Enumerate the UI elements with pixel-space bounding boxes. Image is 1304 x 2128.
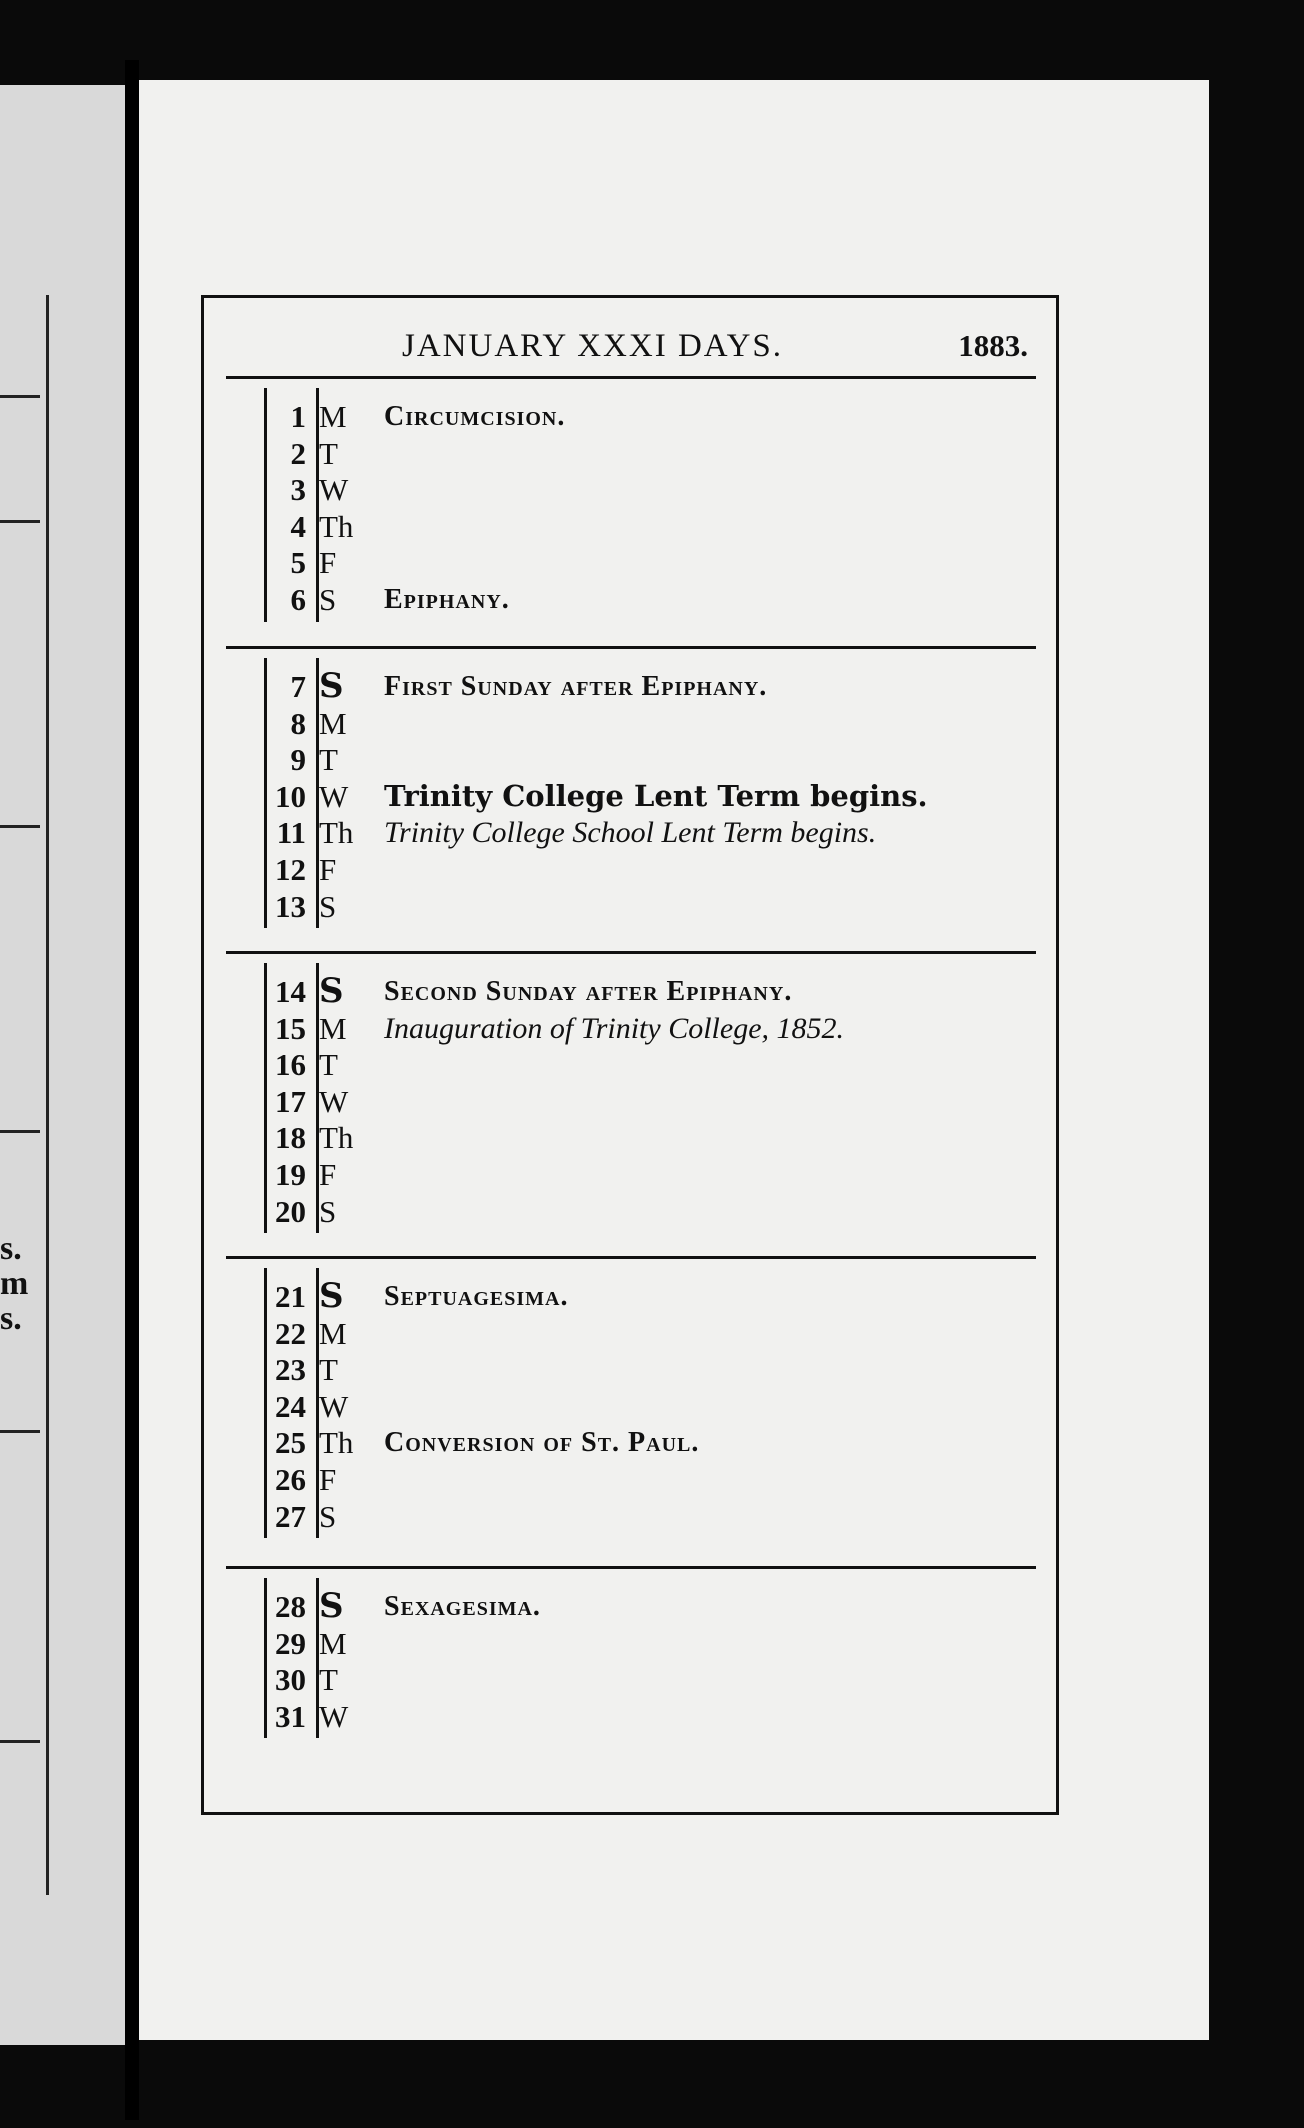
weekday-letter: W xyxy=(319,1388,349,1424)
left-page-fragment: s. xyxy=(0,1300,22,1337)
day-row xyxy=(204,1698,1056,1735)
day-number: 10 xyxy=(275,778,306,814)
sunday-letter: S xyxy=(319,1586,344,1626)
day-number: 4 xyxy=(290,508,306,544)
day-row xyxy=(204,1351,1056,1388)
day-number: 22 xyxy=(275,1315,306,1351)
day-number: 14 xyxy=(275,974,306,1009)
page-title: JANUARY XXXI DAYS. xyxy=(402,328,784,364)
event-text: Circumcision. xyxy=(384,401,566,432)
event-text: Trinity College School Lent Term begins. xyxy=(384,816,877,850)
weekday-letter: Th xyxy=(319,1120,354,1156)
weekday-letter: S xyxy=(319,582,337,617)
day-row xyxy=(204,668,1056,705)
weekday-letter: F xyxy=(319,545,337,581)
weekday-letter: Th xyxy=(319,1425,354,1461)
day-number: 28 xyxy=(275,1589,306,1624)
weekday-letter: S xyxy=(319,1193,337,1229)
left-page-edge xyxy=(0,85,125,2045)
weekday-letter: S xyxy=(319,1498,337,1534)
day-number: 13 xyxy=(275,888,306,924)
day-row xyxy=(204,778,1056,815)
day-row xyxy=(204,1046,1056,1083)
day-row xyxy=(204,1388,1056,1425)
day-number: 3 xyxy=(290,472,306,508)
weekday-letter: M xyxy=(319,1315,347,1351)
day-row xyxy=(204,508,1056,545)
day-number: 6 xyxy=(290,582,306,617)
day-number: 5 xyxy=(290,545,306,581)
left-page-line xyxy=(0,1130,40,1133)
weekday-letter: T xyxy=(319,435,338,471)
day-number: 7 xyxy=(290,669,306,704)
day-row xyxy=(204,973,1056,1010)
day-row xyxy=(204,1424,1056,1461)
weekday-letter: T xyxy=(319,1662,338,1698)
weekday-letter: Th xyxy=(319,508,354,544)
week-separator-rule xyxy=(226,951,1036,954)
left-page-line xyxy=(0,825,40,828)
left-page-line xyxy=(0,520,40,523)
day-number: 16 xyxy=(275,1047,306,1083)
day-row xyxy=(204,1193,1056,1230)
weekday-letter: F xyxy=(319,852,337,887)
day-number: 11 xyxy=(276,815,306,851)
day-number: 21 xyxy=(275,1279,306,1314)
weekday-letter: M xyxy=(319,1625,347,1661)
day-number: 29 xyxy=(275,1625,306,1661)
weekday-letter: M xyxy=(319,705,347,741)
day-number: 15 xyxy=(275,1010,306,1046)
left-page-fragment: s. xyxy=(0,1230,22,1267)
day-number: 25 xyxy=(275,1425,306,1461)
day-row xyxy=(204,471,1056,508)
day-number: 20 xyxy=(275,1193,306,1229)
event-text: First Sunday after Epiphany. xyxy=(384,671,768,702)
weekday-letter: W xyxy=(319,472,349,508)
day-row xyxy=(204,1315,1056,1352)
left-page-line xyxy=(0,395,40,398)
event-text: Conversion of St. Paul. xyxy=(384,1427,700,1459)
event-text: Second Sunday after Epiphany. xyxy=(384,976,793,1007)
weekday-letter: Th xyxy=(319,815,354,851)
book-spine xyxy=(125,60,139,2120)
weekday-letter: T xyxy=(319,1047,338,1083)
left-page-rule xyxy=(46,295,49,1895)
event-text: Sexagesima. xyxy=(384,1591,541,1622)
day-number: 27 xyxy=(275,1498,306,1534)
day-number: 30 xyxy=(275,1662,306,1698)
event-text: Epiphany. xyxy=(384,584,510,615)
sunday-letter: S xyxy=(319,971,344,1011)
day-row xyxy=(204,544,1056,581)
weekday-letter: T xyxy=(319,1352,338,1388)
day-row xyxy=(204,1119,1056,1156)
day-row xyxy=(204,1461,1056,1498)
day-number: 8 xyxy=(290,705,306,741)
day-row xyxy=(204,1588,1056,1625)
day-row xyxy=(204,705,1056,742)
week-separator-rule xyxy=(226,1256,1036,1259)
weekday-letter: W xyxy=(319,1083,349,1119)
day-number: 12 xyxy=(275,852,306,887)
day-row xyxy=(204,1083,1056,1120)
weekday-letter: M xyxy=(319,399,347,434)
weekday-letter: S xyxy=(319,888,337,924)
event-text: Trinity College Lent Term begins. xyxy=(384,778,928,813)
event-text: Inauguration of Trinity College, 1852. xyxy=(384,1011,845,1045)
day-number: 17 xyxy=(275,1083,306,1119)
calendar-frame xyxy=(201,295,1059,1815)
day-number: 2 xyxy=(290,435,306,471)
day-row xyxy=(204,814,1056,851)
day-number: 24 xyxy=(275,1388,306,1424)
day-row xyxy=(204,435,1056,472)
weekday-letter: F xyxy=(319,1462,337,1497)
left-page-line xyxy=(0,1430,40,1433)
calendar-page xyxy=(139,80,1209,2040)
left-page-line xyxy=(0,1740,40,1743)
sunday-letter: S xyxy=(319,1276,344,1316)
day-row xyxy=(204,741,1056,778)
left-page-fragment: m xyxy=(0,1265,29,1302)
day-number: 9 xyxy=(290,742,306,778)
day-row xyxy=(204,851,1056,888)
day-row xyxy=(204,1498,1056,1535)
day-number: 26 xyxy=(275,1462,306,1497)
week-separator-rule xyxy=(226,376,1036,379)
weekday-letter: F xyxy=(319,1157,337,1192)
page-year: 1883. xyxy=(958,328,1028,363)
week-separator-rule xyxy=(226,1566,1036,1569)
weekday-letter: T xyxy=(319,742,338,778)
event-text: Septuagesima. xyxy=(384,1281,569,1312)
weekday-letter: W xyxy=(319,778,349,814)
day-row xyxy=(204,1278,1056,1315)
day-row xyxy=(204,1661,1056,1698)
day-row xyxy=(204,1010,1056,1047)
day-number: 18 xyxy=(275,1120,306,1156)
day-number: 23 xyxy=(275,1352,306,1388)
day-row xyxy=(204,888,1056,925)
sunday-letter: S xyxy=(319,666,344,706)
weekday-letter: M xyxy=(319,1010,347,1046)
day-number: 31 xyxy=(275,1698,306,1734)
day-row xyxy=(204,398,1056,435)
day-number: 1 xyxy=(290,399,306,434)
day-row xyxy=(204,1156,1056,1193)
day-row xyxy=(204,581,1056,618)
calendar-header xyxy=(204,328,1056,372)
weekday-letter: W xyxy=(319,1698,349,1734)
day-number: 19 xyxy=(275,1157,306,1192)
week-separator-rule xyxy=(226,646,1036,649)
day-row xyxy=(204,1625,1056,1662)
